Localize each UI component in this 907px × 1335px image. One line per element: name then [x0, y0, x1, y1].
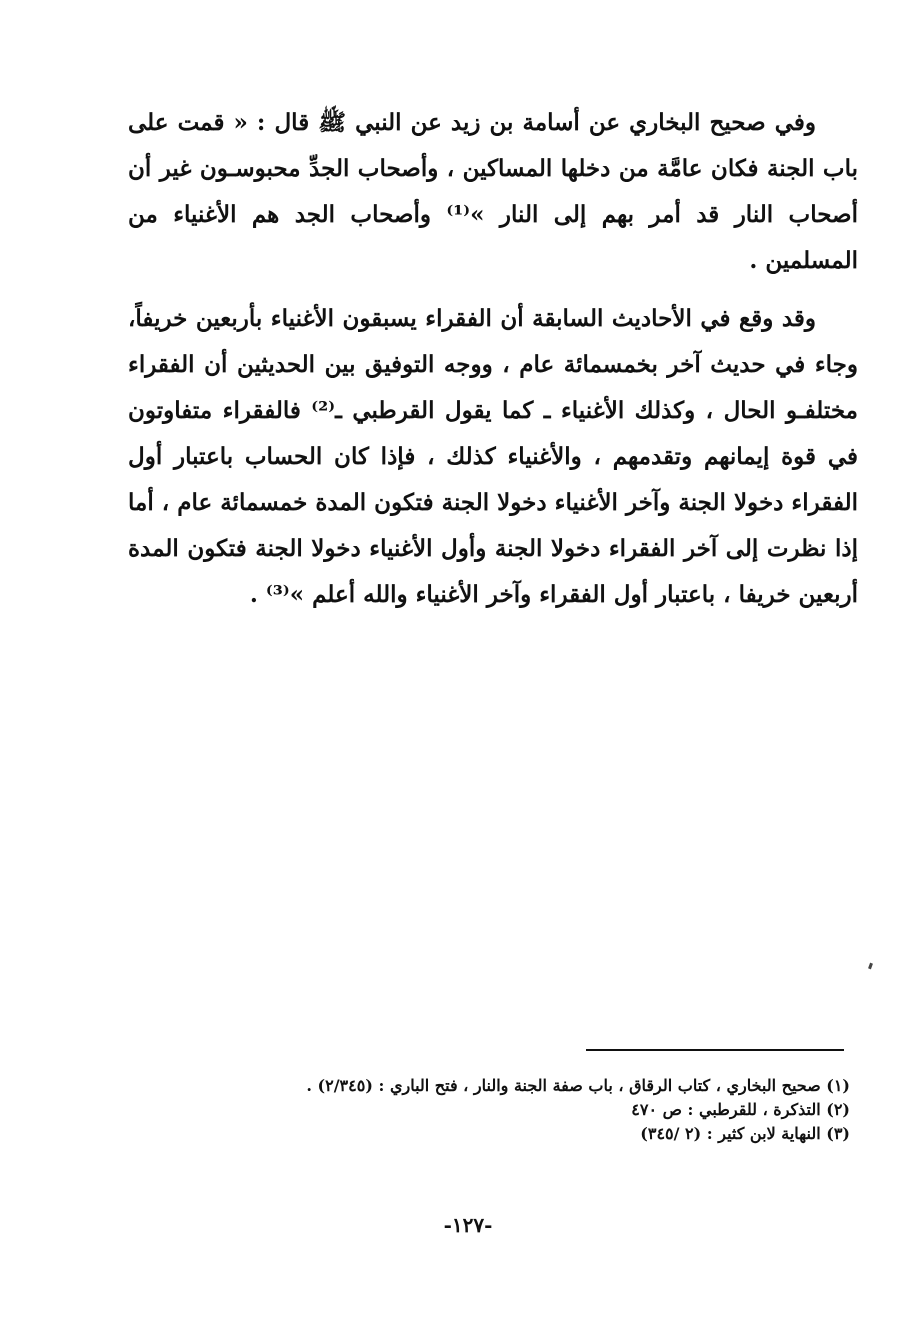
- footnote-separator: [586, 1049, 844, 1051]
- footnote-2: (٢) التذكرة ، للقرطبي : ص ٤٧٠: [631, 1100, 850, 1119]
- footnotes: [200, 1074, 850, 1146]
- footnote-3: (٣) النهاية لابن كثير : (٢ /٣٤٥): [640, 1124, 850, 1143]
- paragraph-2: وقد وقع في الأحاديث السابقة أن الفقراء يسبقون الأغنياء بأربعين خريفاً، وجاء في حديث آخر بخمسمائة عام ، ووجه التوفيق بين الحديثين أن الفقراء مختلفـو الحال ، وكذلك الأغنياء ـ كما يقول القرطبي ـ⁽²⁾ فالفقراء متفاوتون في قوة إيمانهم وتقدمهم ، والأغنياء كذلك ، فإذا كان الحساب باعتبار أول الفقراء دخولا الجنة وآخر الأغنياء دخولا الجنة فتكون المدة خمسمائة عام ، أما إذا نظرت إلى آخر الفقراء دخولا الجنة وأول الأغنياء دخولا الجنة فتكون المدة أربعين خريفا ، باعتبار أول الفقراء وآخر الأغنياء والله أعلم »⁽³⁾ .: [128, 305, 858, 608]
- paragraph-1: وفي صحيح البخاري عن أسامة بن زيد عن النبي ﷺ قال : « قمت على باب الجنة فكان عامَّة من دخلها المساكين ، وأصحاب الجدِّ محبوسـون غير أن أصحاب النار قد أمر بهم إلى النار »⁽¹⁾ وأصحاب الجد هم الأغنياء من المسلمين .: [128, 109, 858, 274]
- page-number: -١٢٧-: [443, 1213, 493, 1237]
- footnote-1: (١) صحيح البخاري ، كتاب الرقاق ، باب صفة الجنة والنار ، فتح الباري : (٢/٣٤٥) .: [306, 1076, 850, 1095]
- stray-ink-mark: [868, 963, 873, 970]
- main-text: [128, 100, 858, 618]
